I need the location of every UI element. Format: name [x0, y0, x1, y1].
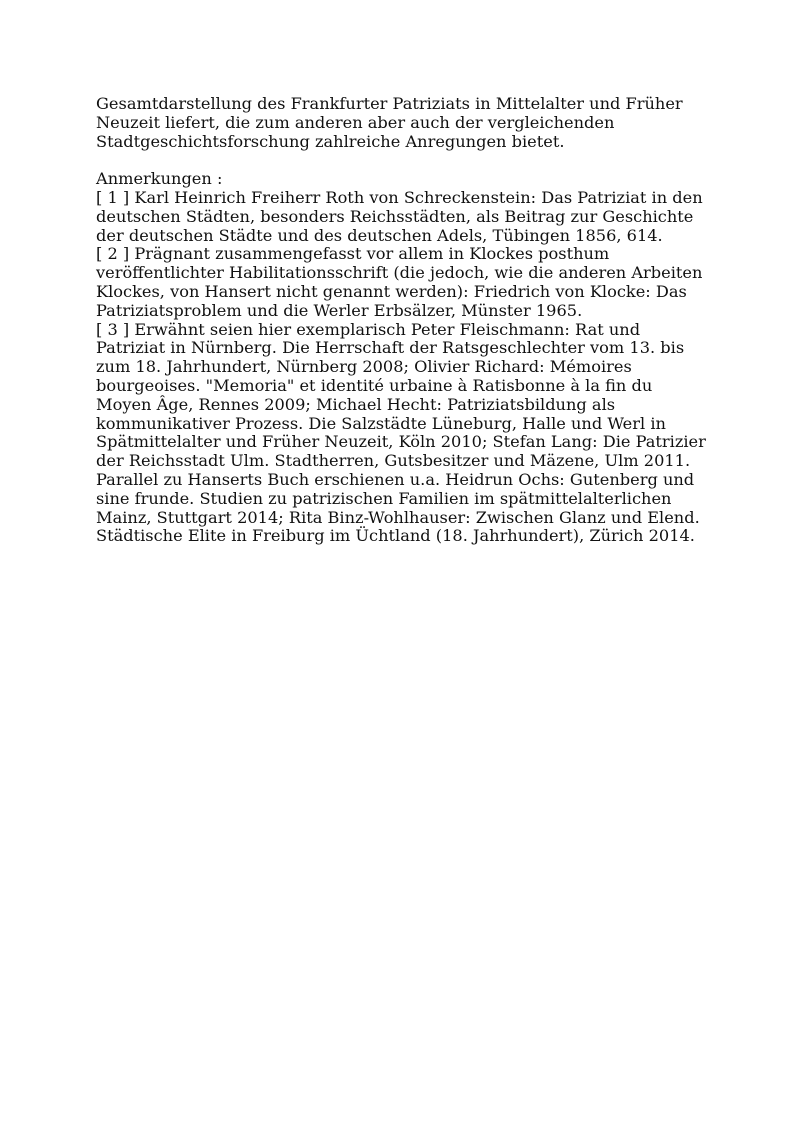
intro-paragraph: Gesamtdarstellung des Frankfurter Patriziats in Mittelalter und Früher Neuzeit liefert, die zum anderen aber auch der vergleichenden Stadtgeschichtsforschung zahlreiche Anregungen bietet. [96, 94, 683, 151]
footnote-3: [ 3 ] Erwähnt seien hier exemplarisch Peter Fleischmann: Rat und Patriziat in Nürnberg. Die Herrschaft der Ratsgeschlechter vom 13. bis zum 18. Jahrhundert, Nürnberg 2008; Olivier Richard: Mémoires bourgeoises. "Memoria" et identité urbaine à Ratisbonne à la fin du Moyen Âge, Rennes 2009; Michael Hecht: Patriziatsbildung als kommunikativer Prozess. Die Salzstädte Lüneburg, Halle und Werl in Spätmittelalter und Früher Neuzeit, Köln 2010; Stefan Lang: Die Patrizier der Reichsstadt Ulm. Stadtherren, Gutsbesitzer und Mäzene, Ulm 2011. Parallel zu Hanserts Buch erschienen u.a. Heidrun Ochs: Gutenberg und sine frunde. Studien zu patrizischen Familien im spätmittelalterlichen Mainz, Stuttgart 2014; Rita Binz-Wohlhauser: Zwischen Glanz und Elend. Städtische Elite in Freiburg im Üchtland (18. Jahrhundert), Zürich 2014. [96, 319, 706, 546]
document-page [96, 95, 706, 546]
footnote-2: [ 2 ] Prägnant zusammengefasst vor allem in Klockes posthum veröffentlichter Habilitationsschrift (die jedoch, wie die anderen Arbeiten Klockes, von Hansert nicht genannt werden): Friedrich von Klocke: Das Patriziatsproblem und die Werler Erbsälzer, Münster 1965. [96, 244, 703, 320]
footnote-1: [ 1 ] Karl Heinrich Freiherr Roth von Schreckenstein: Das Patriziat in den deutschen Städten, besonders Reichsstädten, als Beitrag zur Geschichte der deutschen Städte und des deutschen Adels, Tübingen 1856, 614. [96, 187, 703, 245]
notes-heading: Anmerkungen : [96, 169, 223, 189]
paragraph-spacer [96, 151, 706, 170]
